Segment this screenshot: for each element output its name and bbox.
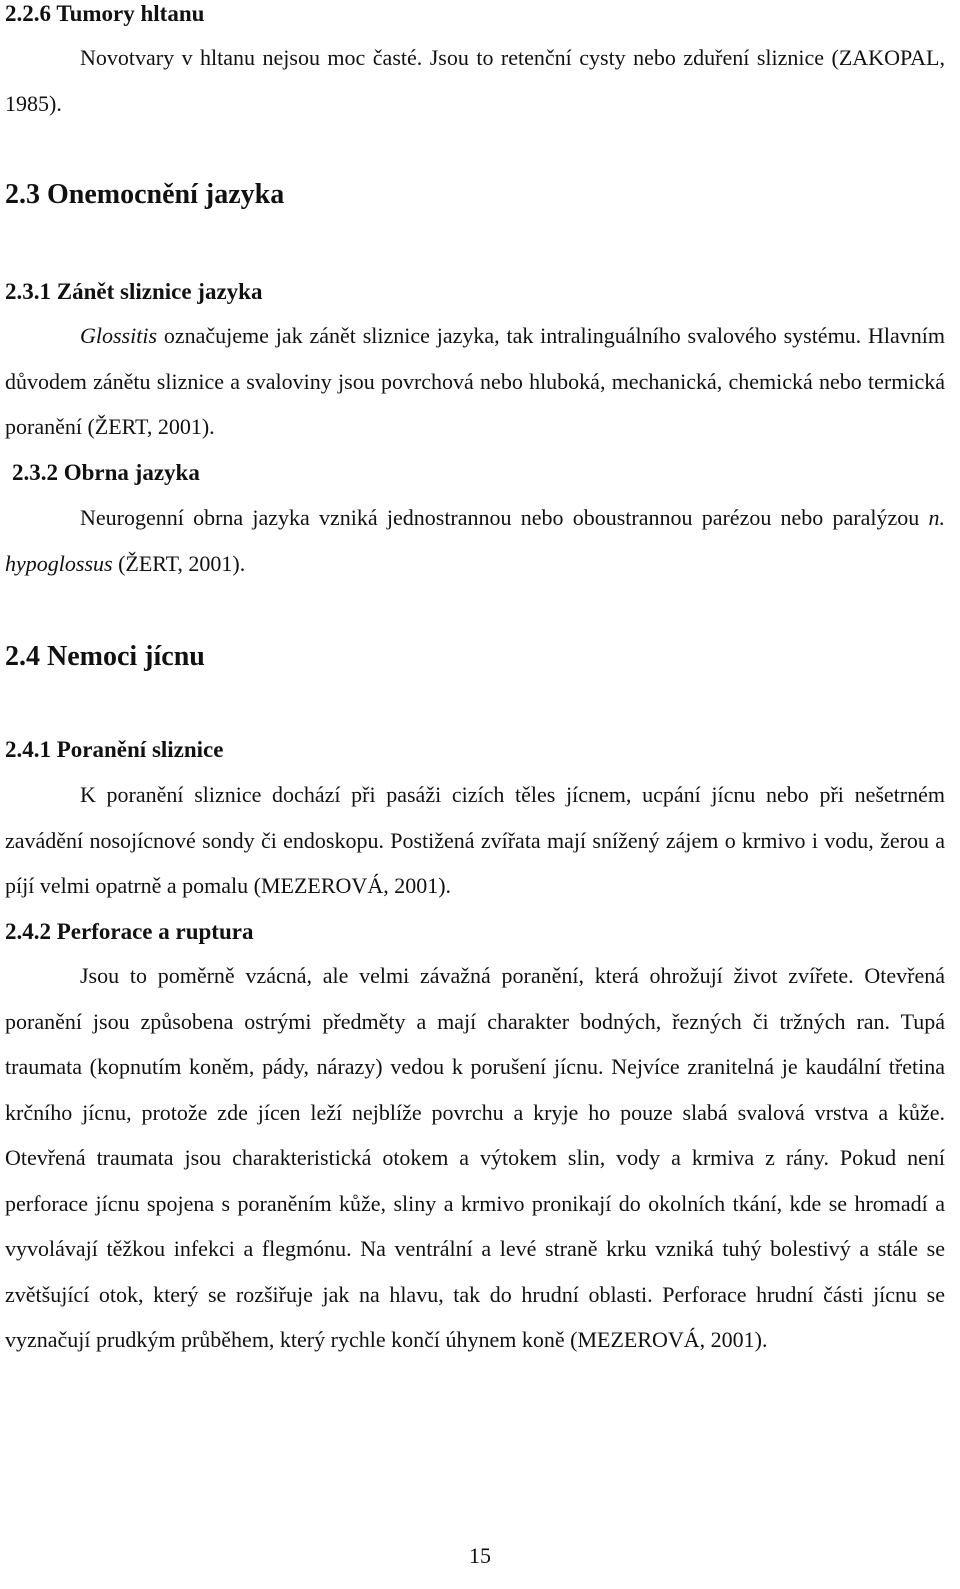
paragraph-text-end: (ŽERT, 2001). bbox=[112, 550, 246, 576]
paragraph-text: Jsou to poměrně vzácná, ale velmi závažná poranění, která ohrožují život zvířete. Otevřená poranění jsou způsobena ostrými předměty a mají charakter bodných, řezných či tržných ran. Tupá traumata (kopnutím koněm, pády, nárazy) vedou k porušení jícnu. Nejvíce zranitelná je kaudální třetina krčního jícnu, protože zde jícen leží nejblíže povrchu a kryje ho pouze slabá svalová vrstva a kůže. Otevřená traumata jsou charakteristická otokem a výtokem slin, vody a krmiva z rány. Pokud není perforace jícnu spojena s poraněním kůže, sliny a krmivo pronikají do okolních tkání, kde se hromadí a vyvolávají těžkou infekci a flegmónu. Na ventrální a levé straně krku vzniká tuhý bolestivý a stále se zvětšující otok, který se rozšiřuje jak na hlavu, tak do hrudní oblasti. Perforace hrudní části jícnu se vyznačují prudkým průběhem, který rychle končí úhynem koně (MEZEROVÁ, 2001). bbox=[5, 963, 945, 1352]
section-heading-2-3: 2.3 Onemocnění jazyka bbox=[5, 179, 285, 210]
section-heading-2-4-2: 2.4.2 Perforace a ruptura bbox=[5, 919, 254, 944]
paragraph-text: Neurogenní obrna jazyka vzniká jednostrannou nebo oboustrannou parézou nebo paralýzou bbox=[80, 505, 929, 530]
paragraph-text: K poranění sliznice dochází při pasáži cizích těles jícnem, ucpání jícnu nebo při nešetrném zavádění nosojícnové sondy či endoskopu. Postižená zvířata mají snížený zájem o krmivo i vodu, žerou a píjí velmi opatrně a pomalu (MEZEROVÁ, 2001). bbox=[5, 782, 945, 898]
paragraph-text: Novotvary v hltanu nejsou moc časté. Jsou to retenční cysty nebo zduření sliznice (ZAKOPAL, 1985). bbox=[5, 45, 945, 116]
paragraph-text: označujeme jak zánět sliznice jazyka, tak intralinguálního svalového systému. Hlavním důvodem zánětu sliznice a svaloviny jsou povrchová nebo hluboká, mechanická, chemická nebo termická poranění (ŽERT, 2001). bbox=[5, 323, 945, 439]
paragraph-obrna-jazyka bbox=[5, 495, 945, 586]
paragraph-tumory-hltanu bbox=[5, 35, 945, 126]
paragraph-zanet-sliznice bbox=[5, 313, 945, 450]
italic-term: Glossitis bbox=[80, 323, 158, 348]
paragraph-perforace-ruptura bbox=[5, 953, 945, 1363]
section-heading-2-4-1: 2.4.1 Poranění sliznice bbox=[5, 737, 224, 762]
section-heading-2-4: 2.4 Nemoci jícnu bbox=[5, 641, 205, 672]
italic-term: n. hypoglossus bbox=[5, 505, 945, 576]
page-number: 15 bbox=[469, 1543, 491, 1568]
section-heading-2-3-2: 2.3.2 Obrna jazyka bbox=[12, 460, 200, 485]
section-heading-2-3-1: 2.3.1 Zánět sliznice jazyka bbox=[5, 279, 263, 304]
section-heading-2-2-6: 2.2.6 Tumory hltanu bbox=[5, 1, 205, 26]
paragraph-poraneni-sliznice bbox=[5, 772, 945, 909]
